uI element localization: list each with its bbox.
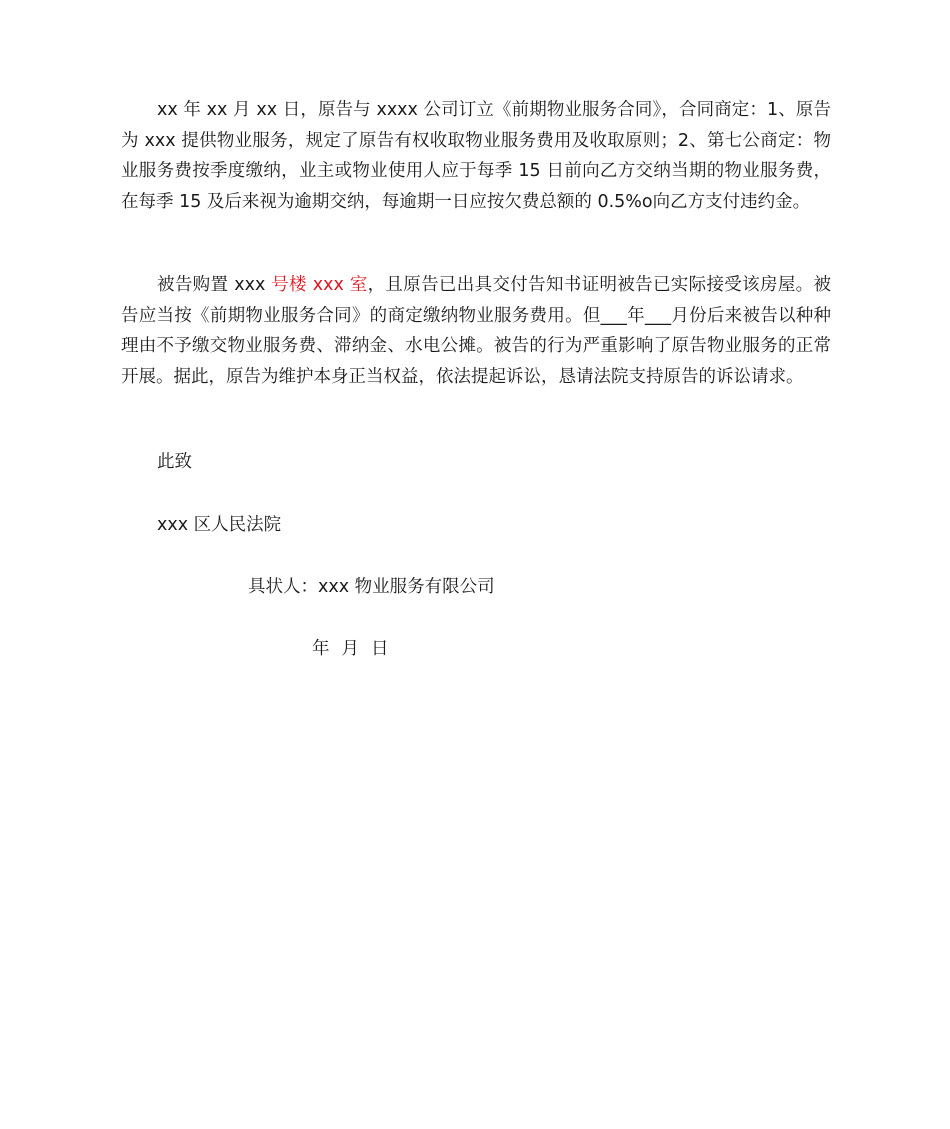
paragraph2-part2: ，且原告已出具交付告知书证明被告已实际接受该房屋。被告应当按《前期物业服务合同》的商定缴纳物业服务费用。但___年___月份后来被告以种种理由不予缴交物业服务费、滞纳金、水电公摊。被告的行为严重影响了原告物业服务的正常开展。据此，原告为维护本身正当权益，依法提起诉讼，恳请法院支持原告的诉讼请求。 (121, 275, 831, 387)
highlighted-room-number: 号楼 xxx 室 (271, 275, 368, 295)
date-day: 日 (371, 639, 389, 659)
date-year: 年 (312, 639, 330, 659)
paragraph-defendant-facts (121, 270, 831, 392)
paragraph2-part1: 被告购置 xxx (157, 275, 272, 295)
paragraph-contract-terms: xx 年 xx 月 xx 日，原告与 xxxx 公司订立《前期物业服务合同》，合同商定：1、原告为 xxx 提供物业服务，规定了原告有权收取物业服务费用及收取原则；2、第七公商定：物业服务费按季度缴纳，业主或物业使用人应于每季 15 日前向乙方交纳当期的物业服务费，在每季 15 及后来视为逾期交纳，每逾期一日应按欠费总额的 0.5%o向乙方支付违约金。 (121, 100, 831, 212)
signature-line: 具状人：xxx 物业服务有限公司 (248, 577, 495, 597)
date-line (312, 634, 389, 664)
salutation: 此致 (157, 452, 192, 472)
court-name: xxx 区人民法院 (157, 515, 282, 535)
date-month: 月 (341, 639, 359, 659)
